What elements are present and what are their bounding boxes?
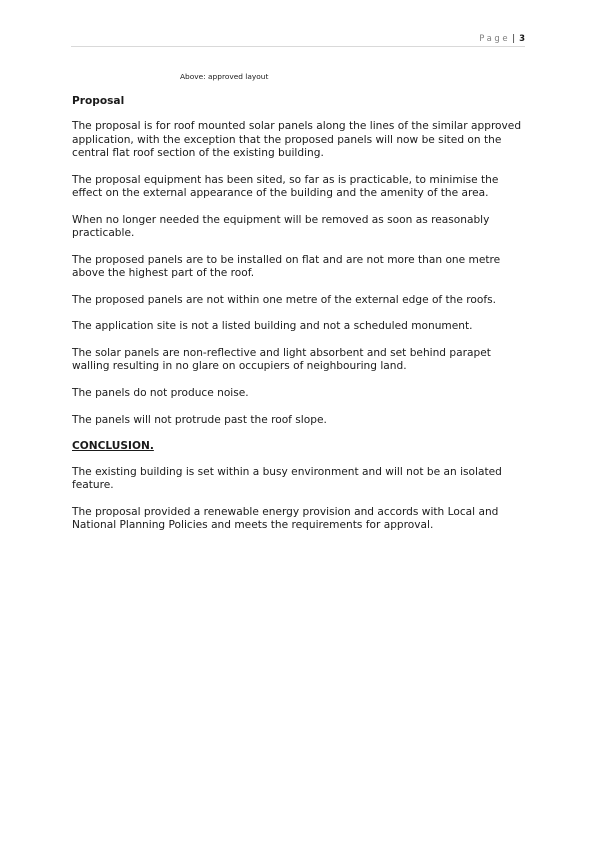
paragraph <box>72 506 522 533</box>
page-label: Page <box>479 34 511 44</box>
paragraph <box>72 174 522 201</box>
paragraph-line: effect on the external appearance of the building and the amenity of the area. <box>72 186 489 199</box>
paragraph <box>72 466 522 493</box>
paragraph <box>72 254 522 281</box>
page-number: 3 <box>519 34 525 44</box>
paragraph-line: The application site is not a listed building and not a scheduled monument. <box>72 320 473 333</box>
header-separator: | <box>512 34 516 44</box>
paragraph <box>72 387 522 400</box>
paragraph-line: The panels will not protrude past the roof slope. <box>72 413 327 426</box>
paragraph-line: The solar panels are non-reflective and light absorbent and set behind parapet <box>72 346 491 359</box>
paragraph-line: National Planning Policies and meets the requirements for approval. <box>72 518 434 531</box>
paragraph <box>72 320 522 333</box>
paragraph-line: The proposal equipment has been sited, so far as is practicable, to minimise the <box>72 173 499 186</box>
paragraph-line: above the highest part of the roof. <box>72 266 255 279</box>
paragraph <box>72 414 522 427</box>
proposal-section <box>72 120 522 427</box>
paragraph-line: The proposal provided a renewable energy provision and accords with Local and <box>72 505 499 518</box>
paragraph <box>72 294 522 307</box>
document-body <box>72 95 522 546</box>
paragraph <box>72 214 522 241</box>
paragraph-line: When no longer needed the equipment will be removed as soon as reasonably <box>72 213 490 226</box>
figure-caption: Above: approved layout <box>180 72 269 81</box>
paragraph-line: walling resulting in no glare on occupiers of neighbouring land. <box>72 360 407 373</box>
paragraph-line: The proposed panels are to be installed on flat and are not more than one metre <box>72 253 501 266</box>
paragraph-line: central flat roof section of the existing building. <box>72 146 324 159</box>
paragraph <box>72 347 522 374</box>
page-header <box>479 33 525 45</box>
paragraph <box>72 120 522 160</box>
proposal-heading: Proposal <box>72 95 125 107</box>
paragraph-line: practicable. <box>72 226 135 239</box>
paragraph-line: application, with the exception that the proposed panels will now be sited on the <box>72 133 502 146</box>
paragraph-line: The proposal is for roof mounted solar panels along the lines of the similar approved <box>72 120 522 133</box>
paragraph-line: The existing building is set within a busy environment and will not be an isolated <box>72 465 502 478</box>
conclusion-heading: CONCLUSION. <box>72 440 154 453</box>
paragraph-line: The panels do not produce noise. <box>72 386 249 399</box>
conclusion-section <box>72 466 522 533</box>
paragraph-line: The proposed panels are not within one metre of the external edge of the roofs. <box>72 293 496 306</box>
header-rule <box>71 46 525 47</box>
paragraph-line: feature. <box>72 478 114 491</box>
